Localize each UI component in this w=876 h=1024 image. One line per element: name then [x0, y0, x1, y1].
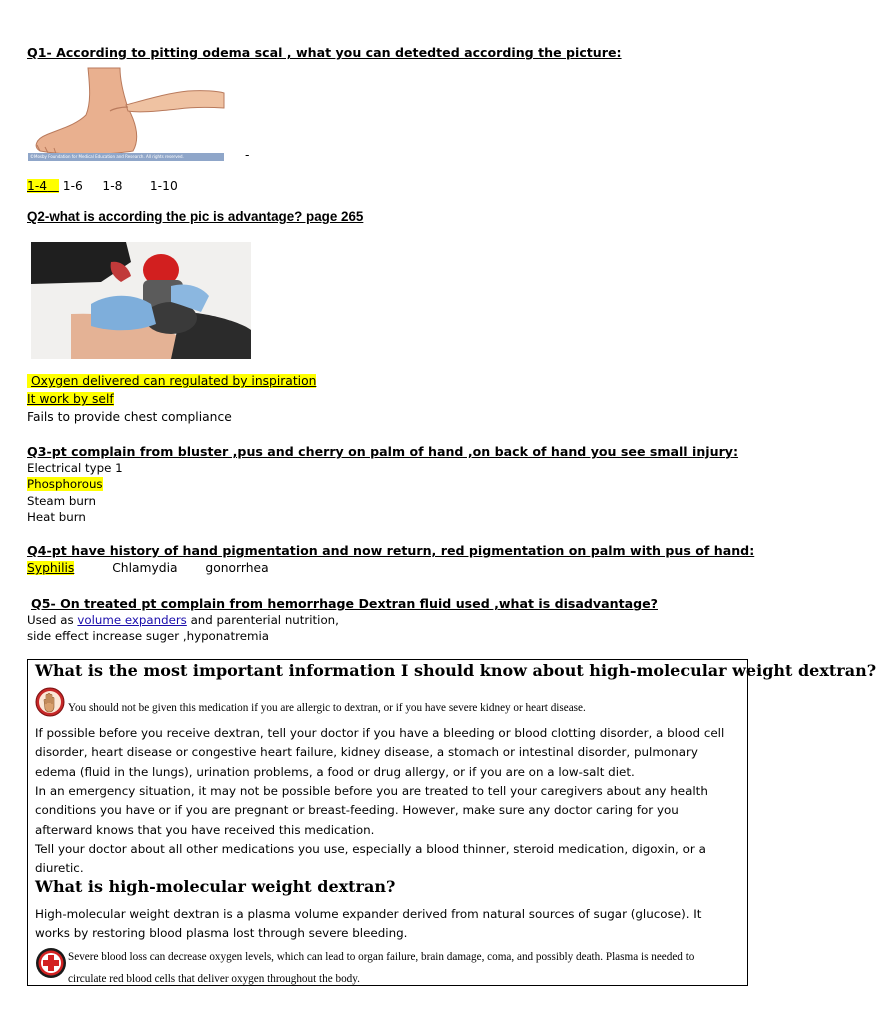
- box-heading-what-is: What is high-molecular weight dextran?: [35, 877, 396, 896]
- q4-option: Chlamydia: [112, 561, 178, 575]
- q3-answer-1: Electrical type 1: [27, 461, 123, 475]
- q3-title: Q3-pt complain from bluster ,pus and cherry on palm of hand ,on back of hand you see small injury:: [27, 444, 739, 459]
- q1-option: 1-10: [149, 179, 178, 193]
- box-paragraph-4: High-molecular weight dextran is a plasma volume expander derived from natural sources of sugar (glucose). It works by restoring blood plasma lost through severe bleeding.: [35, 907, 702, 941]
- q2-answer-1: Oxygen delivered can regulated by inspiration: [27, 374, 316, 388]
- blood-loss-note-line2: circulate red blood cells that deliver oxygen throughout the body.: [68, 973, 360, 985]
- q2-answer-3: Fails to provide chest compliance: [27, 410, 232, 424]
- bag-valve-mask-image: [31, 242, 251, 359]
- box-paragraph-1: If possible before you receive dextran, tell your doctor if you have a bleeding or blood clotting disorder, a blood cell disorder, heart disease or congestive heart failure, kidney disease, a stomach or intestinal disorder, pulmonary edema (fluid in the lungs), urination problems, a food or drug allergy, or if you are on a low-salt diet.: [35, 726, 725, 779]
- q5-line2: side effect increase suger ,hyponatremia: [27, 629, 269, 643]
- q1-option: 1-6: [62, 179, 83, 193]
- q5-line1: Used as volume expanders and parenterial nutrition,: [27, 613, 339, 627]
- q1-title: Q1- According to pitting odema scal , what you can detedted according the picture:: [27, 45, 622, 60]
- q4-answers: [27, 561, 269, 575]
- allergy-warning: You should not be given this medication if you are allergic to dextran, or if you have severe kidney or heart disease.: [68, 702, 586, 714]
- blood-loss-note-line1: Severe blood loss can decrease oxygen levels, which can lead to organ failure, brain damage, coma, and possibly death. Plasma is needed to: [68, 951, 695, 963]
- q1-answer-correct: 1-4: [27, 179, 48, 193]
- q1-option: 1-8: [102, 179, 123, 193]
- q1-answers: [27, 179, 178, 193]
- dextran-info-box: [27, 659, 876, 986]
- image-caption: ©Mosby Foundation for Medical Education and Research. All rights reserved.: [30, 154, 184, 159]
- dash-mark: -: [245, 148, 250, 162]
- q4-title: Q4-pt have history of hand pigmentation and now return, red pigmentation on palm with pus of hand:: [27, 543, 755, 558]
- q3-answer-4: Heat burn: [27, 510, 86, 524]
- q4-option: gonorrhea: [205, 561, 269, 575]
- q2-answer-2: It work by self: [27, 392, 114, 406]
- stop-hand-icon: [35, 687, 65, 717]
- volume-expanders-link[interactable]: volume expanders: [77, 613, 187, 627]
- box-paragraph-2: In an emergency situation, it may not be possible before you are treated to tell your caregivers about any health conditions you have or if you are pregnant or breast-feeding. However, make sure any doctor caring for you afterward knows that you have received this medication.: [35, 784, 708, 837]
- q5-title: Q5- On treated pt complain from hemorrhage Dextran fluid used ,what is disadvantage?: [31, 596, 658, 611]
- medical-cross-icon: [35, 947, 67, 979]
- q3-answer-2: Phosphorous: [27, 477, 103, 491]
- q4-answer-correct: Syphilis: [27, 561, 75, 575]
- box-heading-important: What is the most important information I should know about high-molecular weight dextran?: [35, 661, 876, 680]
- box-paragraph-3: Tell your doctor about all other medications you use, especially a blood thinner, steroid medication, digoxin, or a diuretic.: [35, 842, 706, 876]
- q3-answer-3: Steam burn: [27, 494, 96, 508]
- q2-title: Q2-what is according the pic is advantage? page 265: [27, 209, 364, 224]
- pitting-edema-image: [28, 63, 224, 163]
